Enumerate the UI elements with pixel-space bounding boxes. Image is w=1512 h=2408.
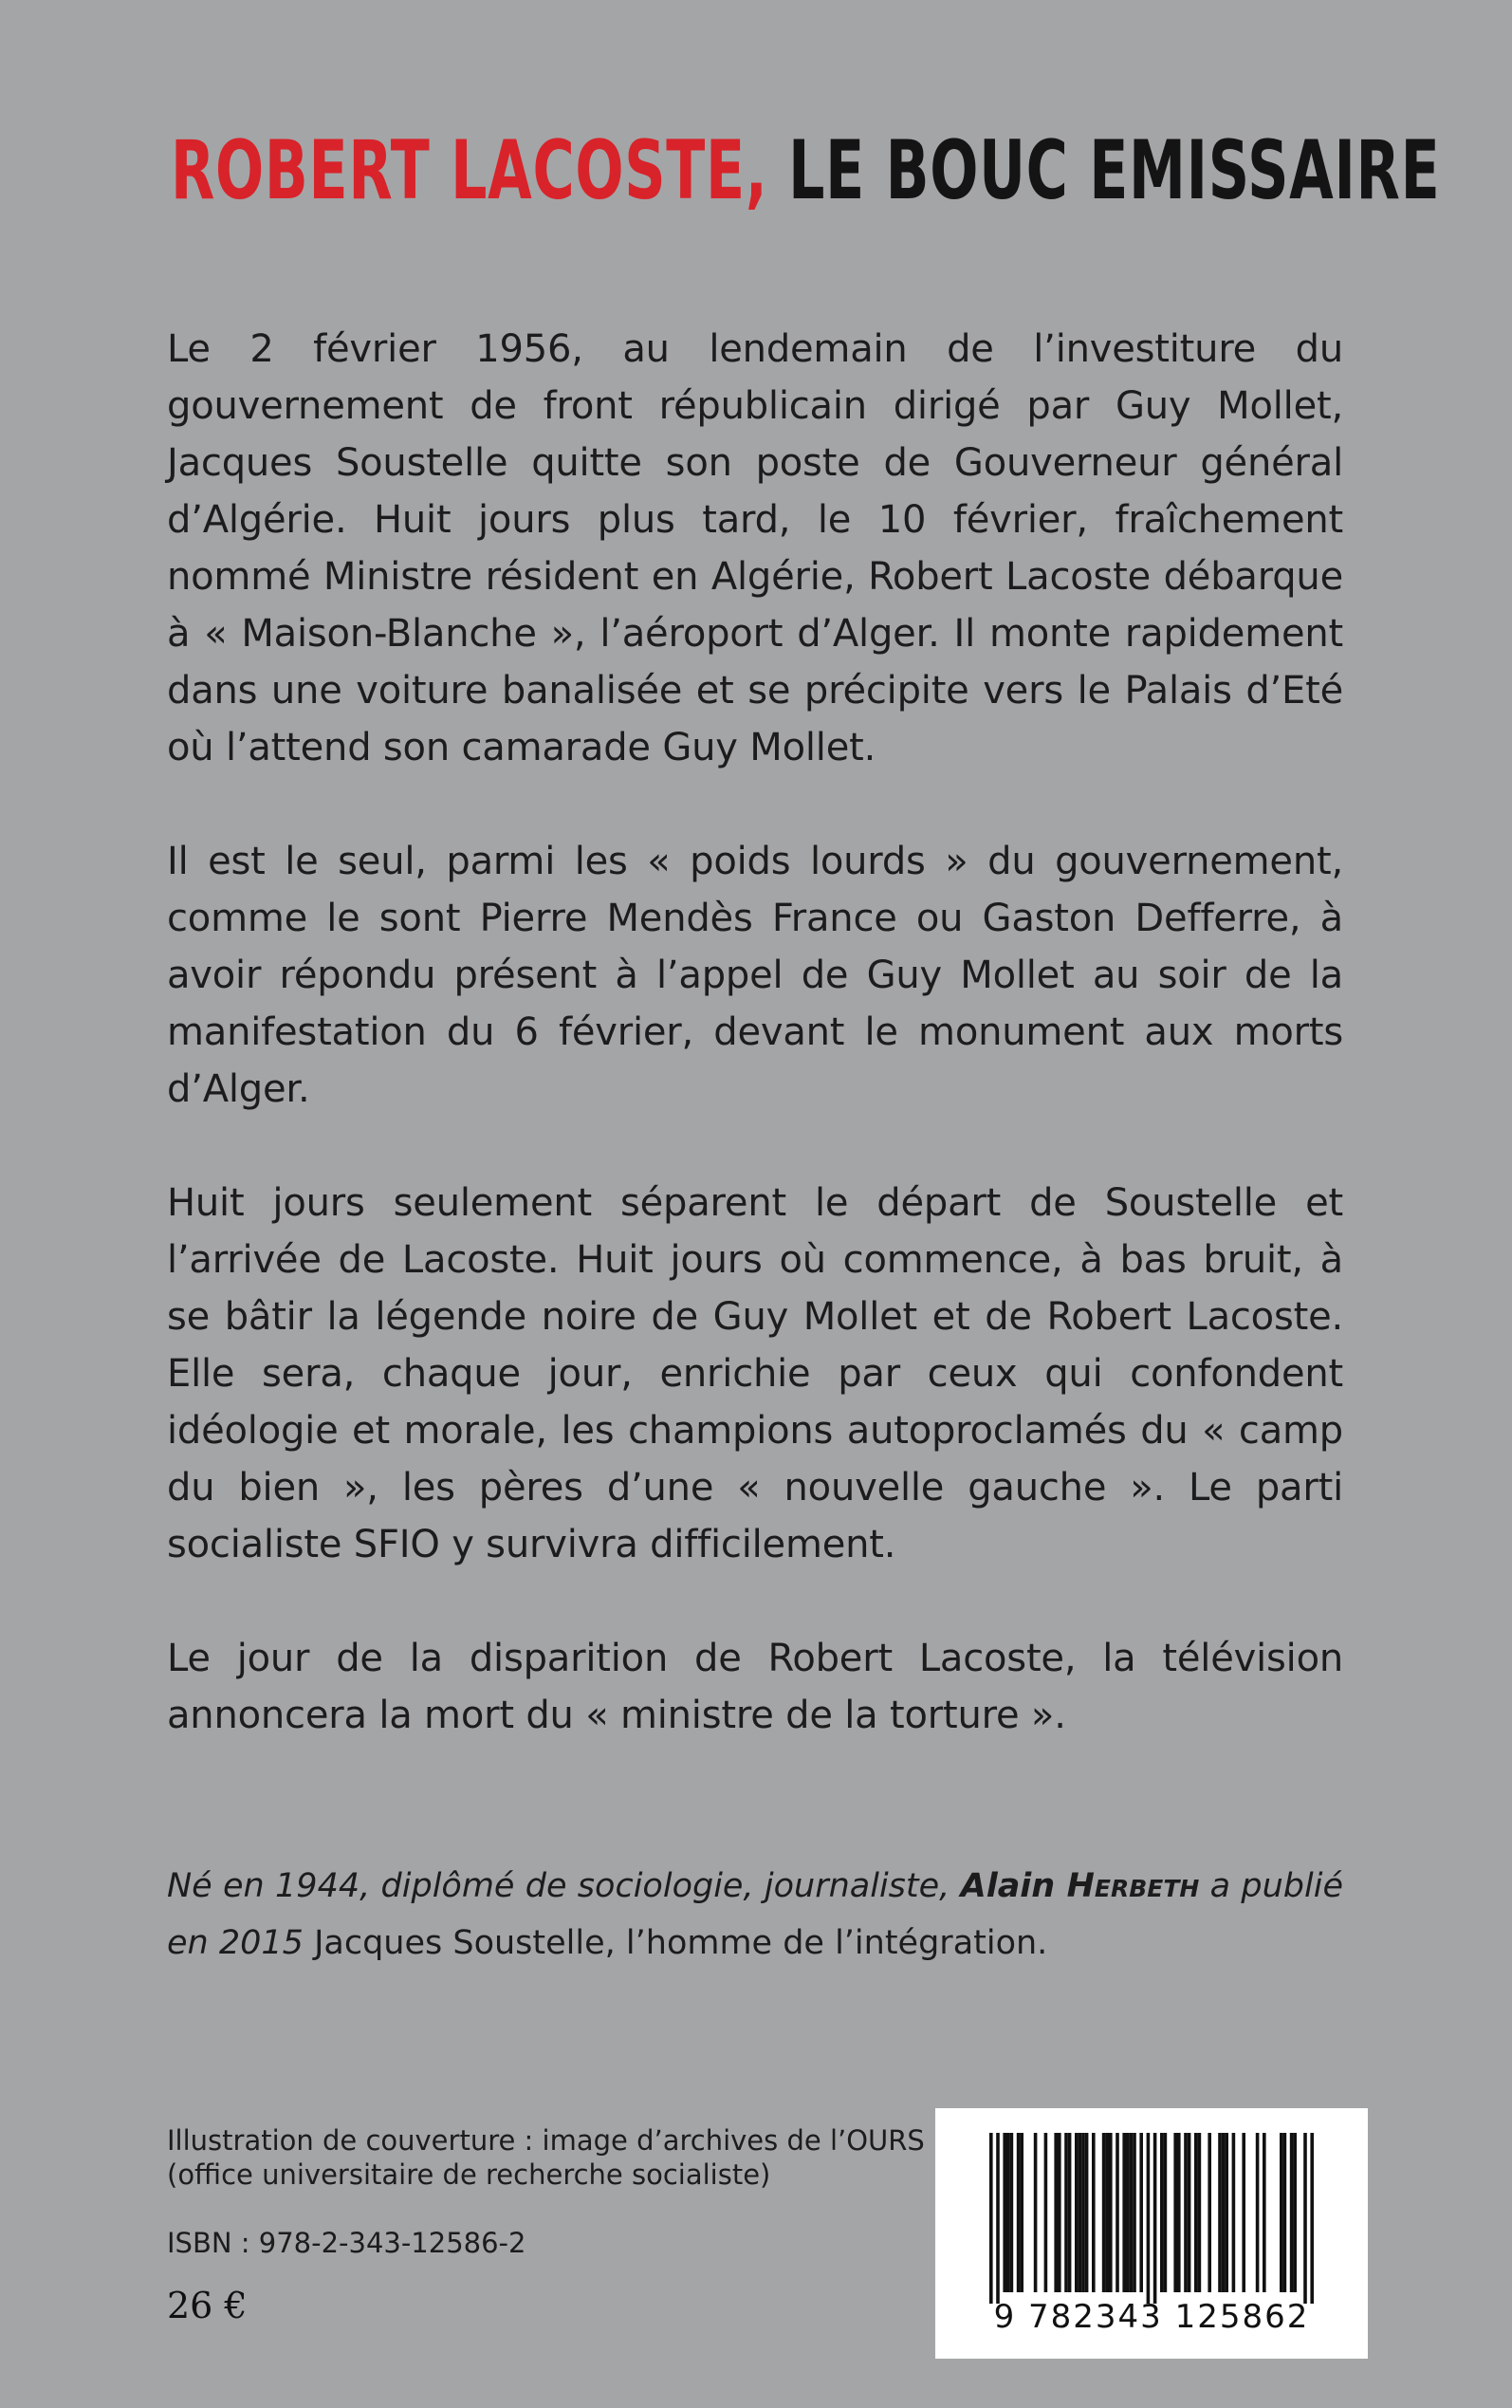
barcode-bar <box>1092 2133 1096 2292</box>
title-subtitle: LE BOUC EMISSAIRE <box>788 123 1441 218</box>
barcode-bar <box>1122 2133 1126 2292</box>
barcode <box>935 2108 1368 2359</box>
barcode-bar <box>1075 2133 1079 2292</box>
barcode-bar <box>1085 2133 1089 2292</box>
summary-paragraph: Il est le seul, parmi les « poids lourds » du gouvernement, comme le sont Pierre Mendès France ou Gaston Defferre, à avoir répondu présent à l’appel de Guy Mollet au soir de la manifestation du 6 février, devant le monument aux morts d’Alger. <box>167 840 1343 1111</box>
barcode-bar <box>1310 2133 1314 2304</box>
barcode-bar <box>1153 2133 1157 2304</box>
author-note <box>167 1858 1343 1972</box>
barcode-bar <box>1293 2133 1297 2292</box>
barcode-bar <box>1003 2133 1006 2292</box>
summary-paragraph: Huit jours seulement séparent le départ de Soustelle et l’arrivée de Lacoste. Huit jours où commence, à bas bruit, à se bâtir la légende noire de Guy Mollet et de Robert Lacoste. Elle sera, chaque jour, enrichie par ceux qui confondent idéologie et morale, les champions autoproclamés du « camp du bien », les pères d’une « nouvelle gauche ». Le parti socialiste SFIO y survivra difficilement. <box>167 1181 1343 1566</box>
barcode-bar <box>1034 2133 1038 2292</box>
barcode-bar <box>1242 2133 1245 2292</box>
barcode-bar <box>1208 2133 1211 2292</box>
barcode-bar <box>1017 2133 1021 2292</box>
barcode-digits: 9 782343 125862 <box>993 2298 1310 2336</box>
author-book-title: Jacques Soustelle, l’homme de l’intégration. <box>314 1924 1048 1962</box>
author-intro: Né en 1944, diplômé de sociologie, journaliste, <box>167 1867 950 1905</box>
barcode-bar <box>1054 2133 1058 2292</box>
barcode-bar <box>1068 2133 1072 2292</box>
barcode-bar <box>1173 2133 1177 2292</box>
credit-line-2: (office universitaire de recherche socialiste) <box>167 2158 771 2191</box>
barcode-bar <box>1256 2133 1260 2292</box>
barcode-bar <box>1160 2133 1164 2292</box>
barcode-bar <box>1147 2133 1151 2304</box>
barcode-bar <box>1232 2133 1236 2292</box>
author-last-name: Herbeth <box>1066 1867 1200 1905</box>
barcode-bar <box>1058 2133 1061 2292</box>
barcode-bar <box>1218 2133 1222 2292</box>
barcode-bar <box>1079 2133 1082 2292</box>
summary-paragraph: Le 2 février 1956, au lendemain de l’investiture du gouvernement de front républicain dirigé par Guy Mollet, Jacques Soustelle quitte son poste de Gouverneur général d’Algérie. Huit jours plus tard, le 10 février, fraîchement nommé Ministre résident en Algérie, Robert Lacoste débarque à « Maison-Blanche », l’aéroport d’Alger. Il monte rapidement dans une voiture banalisée et se précipite vers le Palais d’Eté où l’attend son camarade Guy Mollet. <box>167 327 1343 769</box>
barcode-icon <box>935 2108 1368 2307</box>
barcode-bar <box>1133 2133 1136 2292</box>
barcode-bar <box>1064 2133 1068 2292</box>
barcode-bar <box>1130 2133 1134 2292</box>
price: 26 € <box>167 2285 248 2326</box>
book-title <box>171 123 1441 218</box>
barcode-bar <box>1263 2133 1266 2292</box>
barcode-bar <box>1044 2133 1048 2292</box>
barcode-bar <box>1188 2133 1191 2292</box>
author-name <box>961 1867 1200 1905</box>
barcode-bar <box>1177 2133 1181 2292</box>
barcode-bar <box>1303 2133 1307 2304</box>
barcode-bar <box>1105 2133 1109 2292</box>
barcode-bar <box>1020 2133 1023 2292</box>
barcode-bar <box>1222 2133 1226 2292</box>
barcode-bar <box>1139 2133 1143 2292</box>
credit-line-1: Illustration de couverture : image d’archives de l’OURS <box>167 2124 925 2157</box>
summary <box>167 321 1343 1744</box>
barcode-bar <box>1126 2133 1130 2292</box>
barcode-bar <box>996 2133 1000 2304</box>
barcode-bar <box>1006 2133 1010 2292</box>
barcode-bar <box>1010 2133 1014 2292</box>
barcode-bar <box>1198 2133 1202 2292</box>
cover-credits <box>167 2123 925 2192</box>
isbn: ISBN : 978-2-343-12586-2 <box>167 2227 526 2259</box>
barcode-bar <box>1164 2133 1168 2292</box>
title-name: ROBERT LACOSTE, <box>171 123 768 218</box>
summary-paragraph: Le jour de la disparition de Robert Lacoste, la télévision annoncera la mort du « ministre de la torture ». <box>167 1637 1343 1737</box>
barcode-bar <box>1280 2133 1283 2292</box>
barcode-bar <box>1225 2133 1228 2292</box>
barcode-bar <box>1081 2133 1085 2292</box>
author-published: a publié en 2015 <box>167 1867 1344 1962</box>
author-first-name: Alain <box>960 1867 1056 1905</box>
barcode-bar <box>1116 2133 1119 2292</box>
barcode-bar <box>1102 2133 1106 2292</box>
barcode-bar <box>1283 2133 1287 2292</box>
barcode-bar <box>1290 2133 1294 2292</box>
barcode-bar <box>1184 2133 1188 2292</box>
barcode-bar <box>1109 2133 1113 2292</box>
barcode-bar <box>1194 2133 1198 2292</box>
barcode-bar <box>989 2133 993 2304</box>
